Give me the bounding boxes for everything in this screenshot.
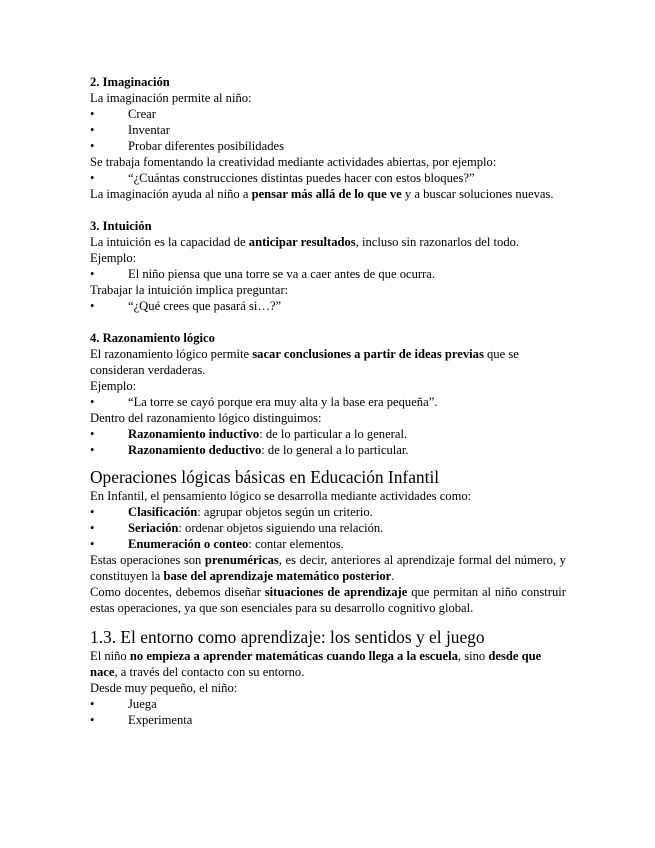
paragraph: Dentro del razonamiento lógico distinguimos: — [90, 411, 322, 425]
list-item: • Crear — [90, 107, 156, 121]
list-item: • Seriación: ordenar objetos siguiendo una relación. — [90, 521, 384, 535]
list-item: • Enumeración o conteo: contar elementos. — [90, 537, 344, 551]
list-item: • Razonamiento deductivo: de lo general a lo particular. — [90, 443, 409, 457]
bullet: • — [90, 299, 95, 313]
bullet: • — [90, 537, 95, 551]
bullet: • — [90, 443, 95, 457]
bullet: • — [90, 697, 95, 711]
heading-entorno-aprendizaje: 1.3. El entorno como aprendizaje: los sentidos y el juego — [90, 627, 485, 647]
bullet: • — [90, 713, 95, 727]
bullet: • — [90, 123, 95, 137]
paragraph: La intuición es la capacidad de anticipar resultados, incluso sin razonarlos del todo. — [90, 235, 520, 249]
list-item: • Probar diferentes posibilidades — [90, 139, 284, 153]
paragraph: Ejemplo: — [90, 251, 137, 265]
list-item: • Razonamiento inductivo: de lo particular a lo general. — [90, 427, 408, 441]
paragraph: El razonamiento lógico permite sacar conclusiones a partir de ideas previas que se consideran verdaderas. — [90, 347, 519, 377]
paragraph: El niño no empieza a aprender matemáticas cuando llega a la escuela, sino desde que nace, a través del contacto con su entorno. — [90, 649, 542, 679]
bullet: • — [90, 395, 95, 409]
list-item: • “La torre se cayó porque era muy alta y la base era pequeña”. — [90, 395, 438, 409]
list-item: • “¿Cuántas construcciones distintas puedes hacer con estos bloques?” — [90, 171, 475, 185]
paragraph: Desde muy pequeño, el niño: — [90, 681, 238, 695]
list-item: • El niño piensa que una torre se va a caer antes de que ocurra. — [90, 267, 436, 281]
heading-razonamiento-logico: 4. Razonamiento lógico — [90, 331, 215, 345]
bullet: • — [90, 521, 95, 535]
paragraph: En Infantil, el pensamiento lógico se desarrolla mediante actividades como: — [90, 489, 472, 503]
heading-intuicion: 3. Intuición — [90, 219, 152, 233]
document-page — [90, 74, 566, 728]
paragraph: Estas operaciones son prenuméricas, es decir, anteriores al aprendizaje formal del número, y constituyen la base del aprendizaje matemático posterior. — [90, 553, 566, 583]
paragraph: Se trabaja fomentando la creatividad mediante actividades abiertas, por ejemplo: — [90, 155, 497, 169]
list-item: • Inventar — [90, 123, 170, 137]
heading-imaginacion: 2. Imaginación — [90, 75, 170, 89]
bullet: • — [90, 171, 95, 185]
paragraph: Ejemplo: — [90, 379, 137, 393]
bullet: • — [90, 107, 95, 121]
paragraph: Trabajar la intuición implica preguntar: — [90, 283, 289, 297]
list-item: • Juega — [90, 697, 157, 711]
paragraph: La imaginación permite al niño: — [90, 91, 252, 105]
paragraph: La imaginación ayuda al niño a pensar más allá de lo que ve y a buscar soluciones nuevas. — [90, 187, 554, 201]
paragraph: Como docentes, debemos diseñar situaciones de aprendizaje que permitan al niño construir estas operaciones, ya que son esenciales para su desarrollo cognitivo global. — [90, 585, 566, 615]
list-item: • Clasificación: agrupar objetos según un criterio. — [90, 505, 373, 519]
bullet: • — [90, 505, 95, 519]
heading-operaciones-logicas: Operaciones lógicas básicas en Educación Infantil — [90, 467, 440, 487]
bullet: • — [90, 139, 95, 153]
list-item: • “¿Qué crees que pasará si…?” — [90, 299, 282, 313]
bullet: • — [90, 427, 95, 441]
bullet: • — [90, 267, 95, 281]
list-item: • Experimenta — [90, 713, 193, 727]
